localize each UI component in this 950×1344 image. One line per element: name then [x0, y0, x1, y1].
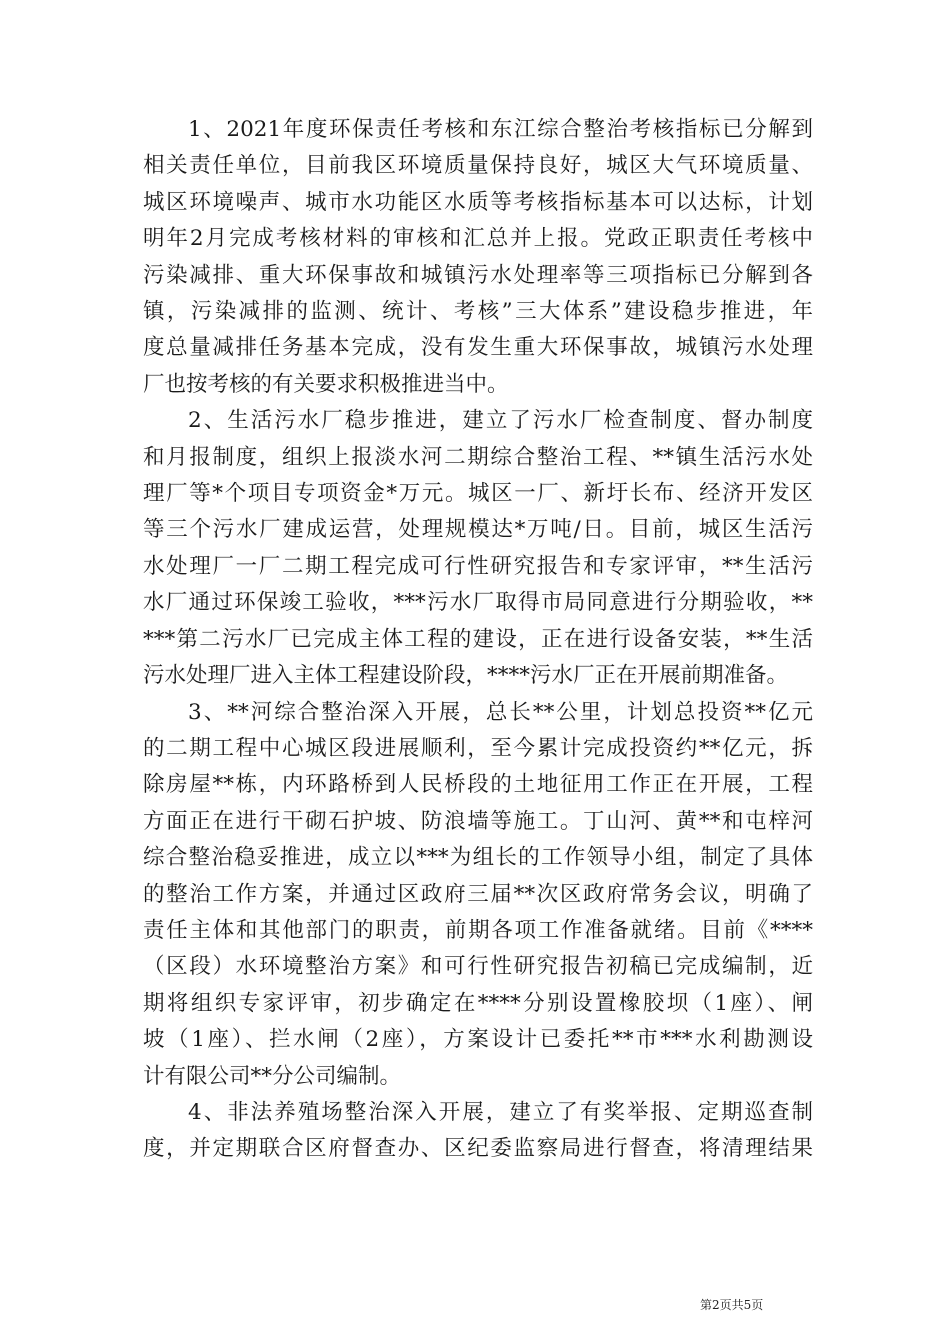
text-line: 3、**河综合整治深入开展，总长**公里，计划总投资**亿元 [188, 699, 813, 725]
document-body [143, 112, 813, 1168]
text-line: 除房屋**栋，内环路桥到人民桥段的土地征用工作正在开展，工程 [143, 772, 813, 798]
text-line: 期将组织专家评审，初步确定在****分别设置橡胶坝（1座）、闸 [143, 990, 813, 1016]
text-line: 污染减排、重大环保事故和城镇污水处理率等三项指标已分解到各 [143, 262, 813, 288]
text-line: 4、非法养殖场整治深入开展，建立了有奖举报、定期巡查制 [188, 1099, 813, 1125]
text-line: 水厂通过环保竣工验收，***污水厂取得市局同意进行分期验收，** [143, 590, 813, 616]
text-line: 水处理厂一厂二期工程完成可行性研究报告和专家评审，**生活污 [143, 553, 813, 579]
text-line: 镇，污染减排的监测、统计、考核”三大体系”建设稳步推进，年 [143, 299, 813, 325]
text-line: 计有限公司**分公司编制。 [143, 1063, 402, 1089]
text-line: 责任主体和其他部门的职责，前期各项工作准备就绪。目前《**** [143, 917, 813, 943]
text-line: 综合整治稳妥推进，成立以***为组长的工作领导小组，制定了具体 [143, 845, 813, 871]
text-line: 等三个污水厂建成运营，处理规模达*万吨/日。目前，城区生活污 [143, 517, 813, 543]
text-line: 城区环境噪声、城市水功能区水质等考核指标基本可以达标，计划 [143, 189, 813, 215]
text-line: 方面正在进行干砌石护坡、防浪墙等施工。丁山河、黄**和屯梓河 [143, 808, 813, 834]
paragraph-2 [143, 403, 813, 694]
text-line: 的二期工程中心城区段进展顺利，至今累计完成投资约**亿元，拆 [143, 735, 813, 761]
paragraph-4 [143, 1095, 813, 1168]
paragraph-1 [143, 112, 813, 403]
text-line: ***第二污水厂已完成主体工程的建设，正在进行设备安装，**生活 [143, 626, 813, 652]
text-line: 2、生活污水厂稳步推进，建立了污水厂检查制度、督办制度 [188, 408, 813, 434]
text-line: 度总量减排任务基本完成，没有发生重大环保事故，城镇污水处理 [143, 335, 813, 361]
text-line: 坡（1座）、拦水闸（2座），方案设计已委托**市***水利勘测设 [143, 1027, 813, 1053]
text-line: 理厂等*个项目专项资金*万元。城区一厂、新圩长布、经济开发区 [143, 481, 813, 507]
text-line: 相关责任单位，目前我区环境质量保持良好，城区大气环境质量、 [143, 153, 813, 179]
text-line: 和月报制度，组织上报淡水河二期综合整治工程、**镇生活污水处 [143, 444, 813, 470]
text-line: 的整治工作方案，并通过区政府三届**次区政府常务会议，明确了 [143, 881, 813, 907]
text-line: 污水处理厂进入主体工程建设阶段，****污水厂正在开展前期准备。 [143, 663, 789, 689]
text-line: 1、2021年度环保责任考核和东江综合整治考核指标已分解到 [188, 117, 813, 142]
text-line: 度，并定期联合区府督查办、区纪委监察局进行督查，将清理结果 [143, 1136, 813, 1162]
text-line: 明年2月完成考核材料的审核和汇总并上报。党政正职责任考核中 [143, 226, 813, 252]
text-line: 厂也按考核的有关要求积极推进当中。 [143, 371, 509, 397]
page-number-footer: 第2页共5页 [700, 1298, 764, 1312]
paragraph-3 [143, 695, 813, 1095]
text-line: （区段）水环境整治方案》和可行性研究报告初稿已完成编制，近 [143, 954, 813, 980]
